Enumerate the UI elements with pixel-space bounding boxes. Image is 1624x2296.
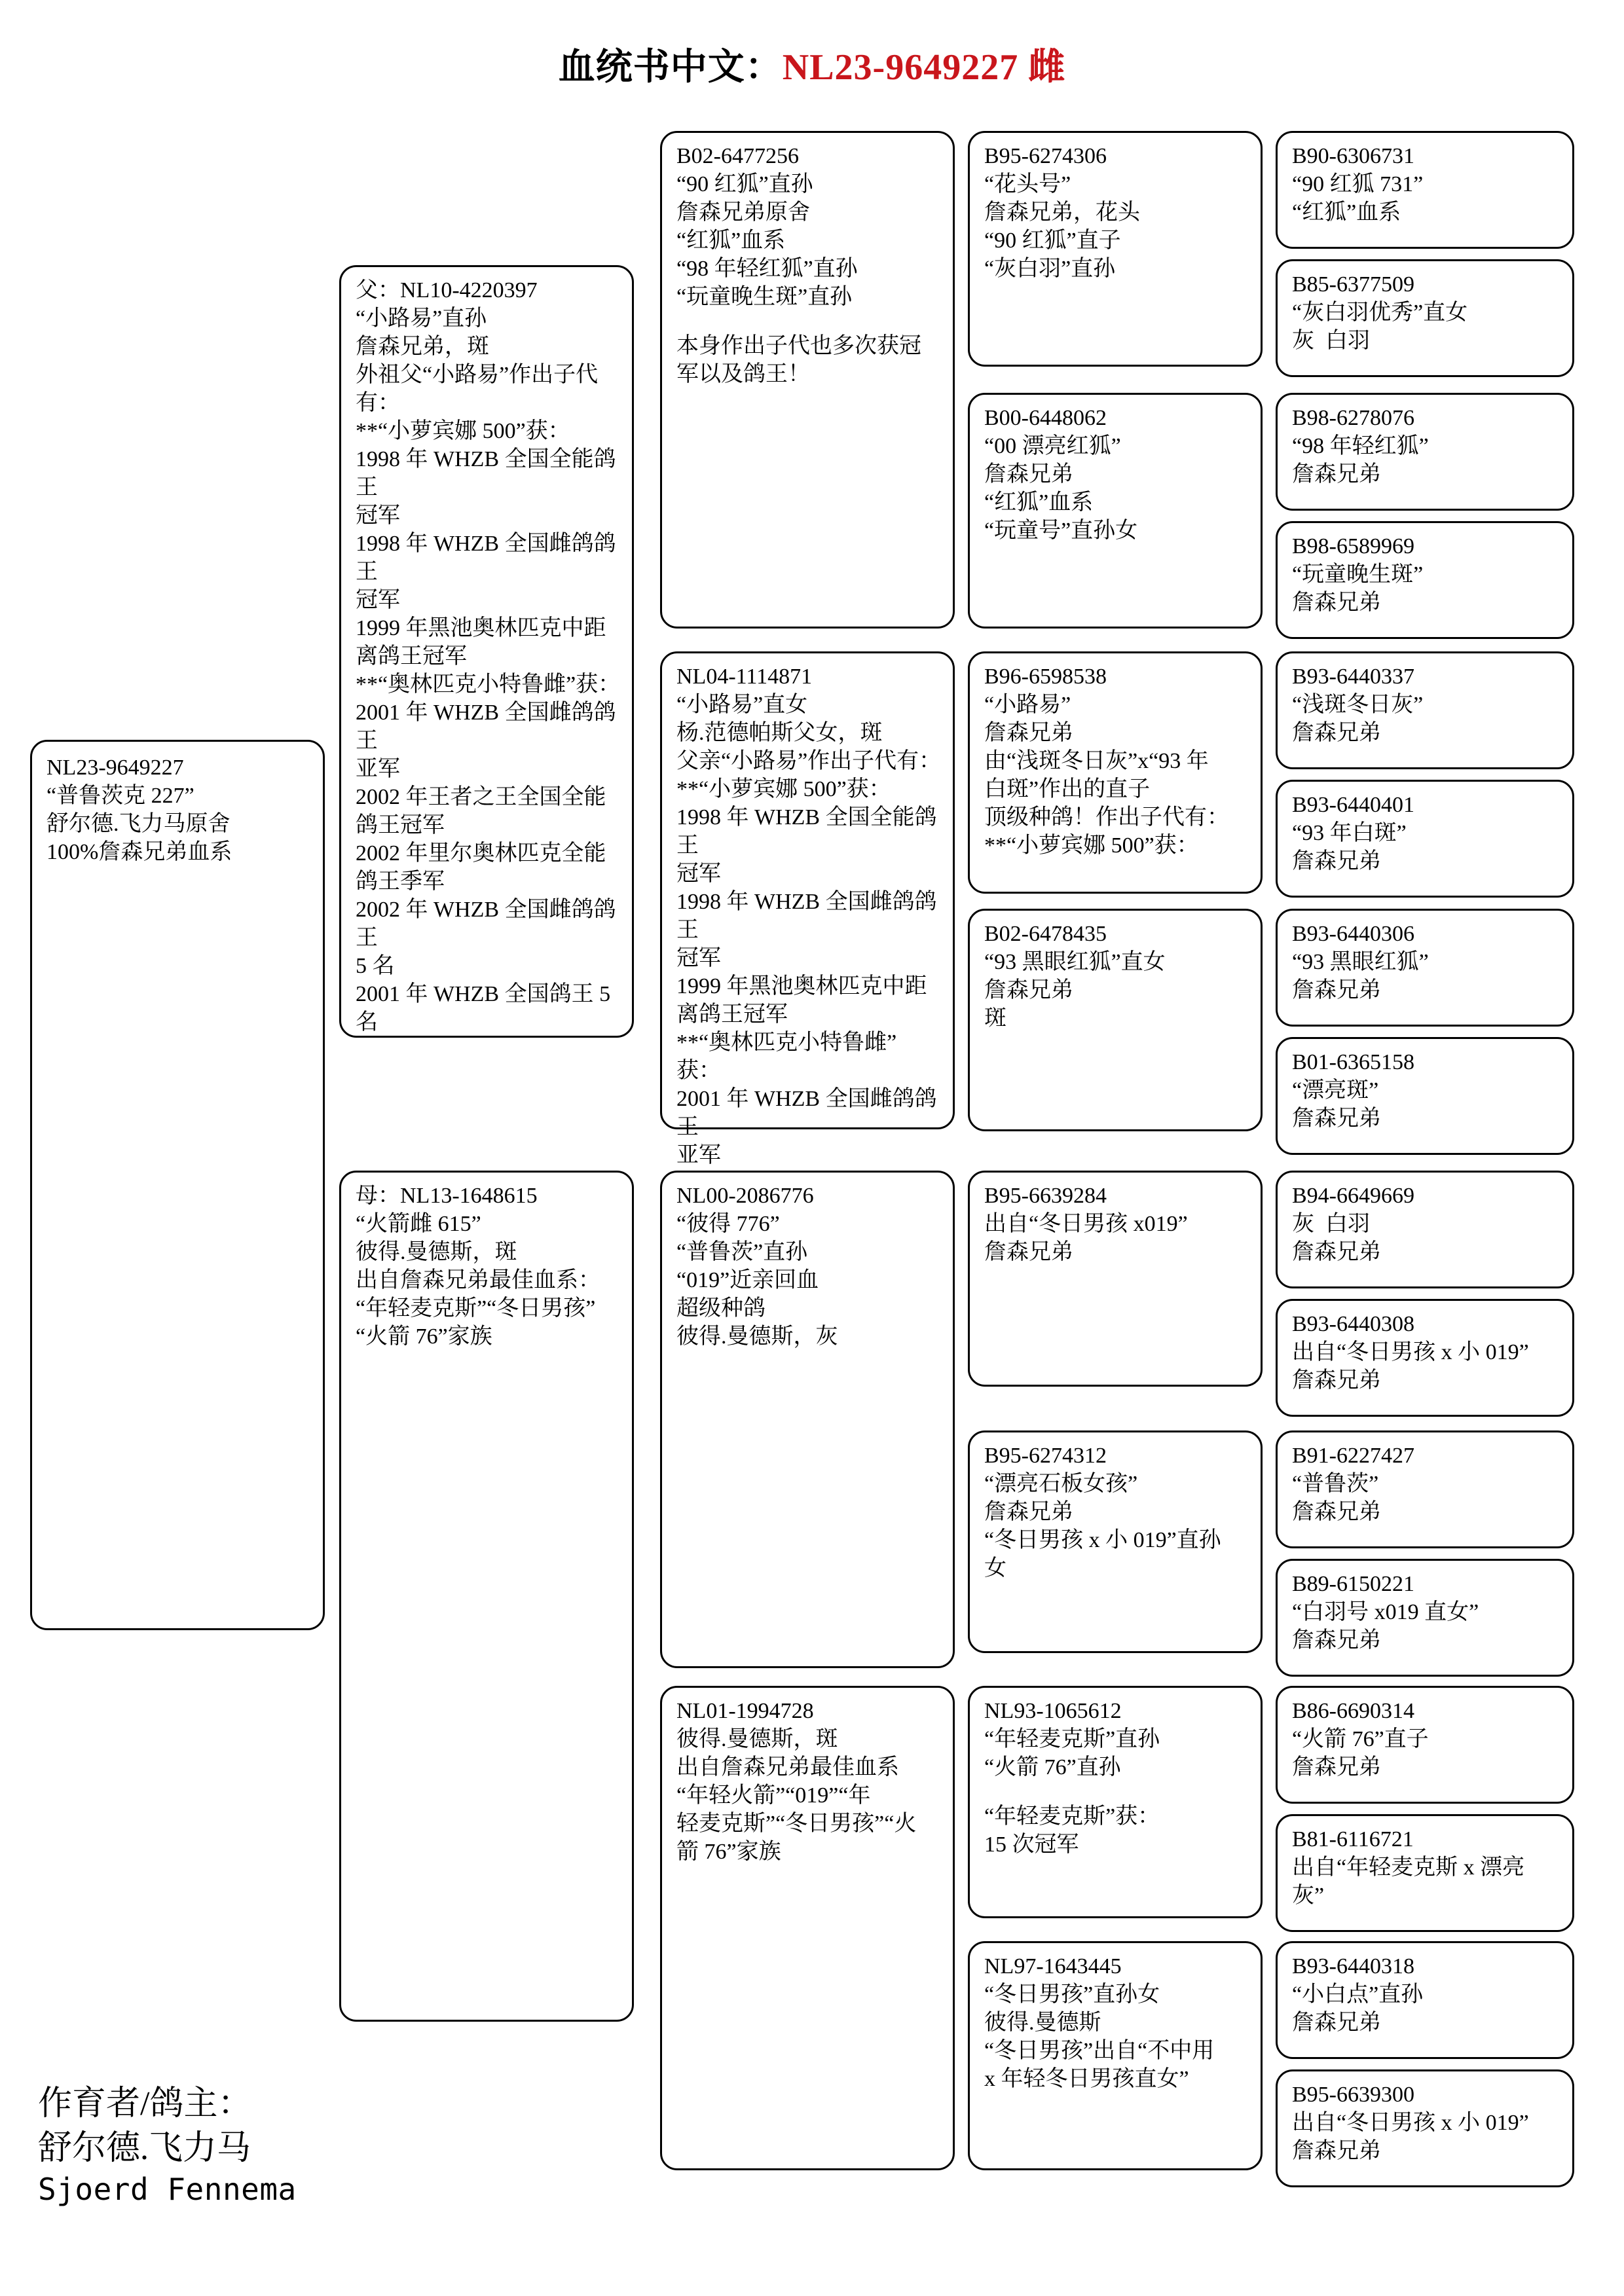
detail-line: “花头号” xyxy=(984,172,1071,196)
pedigree-box-gg14[interactable] xyxy=(1276,1814,1574,1932)
detail-line: 离鸽王冠军 xyxy=(676,1002,788,1027)
detail-line: 本身作出子代也多次获冠 xyxy=(676,334,921,359)
detail-line: “火箭 76”家族 xyxy=(356,1324,492,1349)
detail-line: “年轻麦克斯”获： xyxy=(984,1804,1160,1829)
detail-line: “普鲁茨克 227” xyxy=(46,784,194,808)
ring-number: B96-6598538 xyxy=(984,665,1107,689)
ring-number: B95-6274312 xyxy=(984,1444,1107,1468)
detail-spacer xyxy=(984,1781,1250,1802)
detail-line: 詹森兄弟原舍 xyxy=(676,200,810,225)
ring-number: 母：NL13-1648615 xyxy=(356,1184,538,1208)
detail-spacer xyxy=(676,311,942,332)
detail-line: 詹森兄弟 xyxy=(984,721,1073,745)
detail-line: 彼得.曼德斯，斑 xyxy=(356,1240,517,1264)
detail-line: 鸽王冠军 xyxy=(356,813,445,837)
detail-line: 詹森兄弟 xyxy=(1292,978,1381,1002)
detail-line: “玩童号”直孙女 xyxy=(984,519,1138,543)
detail-line: 1999 年黑池奥林匹克中距 xyxy=(676,974,927,998)
ring-number: B93-6440401 xyxy=(1292,793,1414,817)
detail-line: 出自“年轻麦克斯 x 漂亮 xyxy=(1292,1855,1525,1880)
detail-line: 詹森兄弟 xyxy=(984,462,1073,486)
pedigree-box-g6[interactable] xyxy=(968,1430,1263,1653)
ring-number: B98-6278076 xyxy=(1292,406,1414,430)
pedigree-box-gg3[interactable] xyxy=(1276,393,1574,511)
detail-line: “小路易” xyxy=(984,693,1071,717)
ring-number: B02-6477256 xyxy=(676,144,799,168)
detail-line: 詹森兄弟 xyxy=(984,1500,1073,1524)
detail-line: 詹森兄弟 xyxy=(1292,849,1381,873)
detail-line: 军以及鸽王！ xyxy=(676,362,810,387)
detail-line: “红狐”血系 xyxy=(984,490,1094,515)
detail-line: 有： xyxy=(356,391,400,415)
ring-number: B89-6150221 xyxy=(1292,1572,1414,1596)
pedigree-box-sire-dam[interactable] xyxy=(660,651,955,1167)
detail-line: 出自“冬日男孩 x 小 019” xyxy=(1292,1340,1529,1364)
detail-line: 1998 年 WHZB 全国雌鸽鸽王 xyxy=(676,890,937,942)
pedigree-box-subject[interactable] xyxy=(30,740,325,1630)
detail-line: 鸽王季军 xyxy=(356,869,445,894)
detail-line: 詹森兄弟 xyxy=(1292,1755,1381,1779)
detail-line: “93 黑眼红狐” xyxy=(1292,950,1429,974)
detail-line: 亚军 xyxy=(676,1143,721,1167)
pedigree-box-gg11[interactable] xyxy=(1276,1430,1574,1548)
ring-number: NL23-9649227 xyxy=(46,756,184,780)
detail-line: “年轻麦克斯”直孙 xyxy=(984,1727,1160,1751)
detail-line: “00 漂亮红狐” xyxy=(984,434,1121,458)
detail-line: 冠军 xyxy=(356,588,400,612)
detail-line: “灰白羽”直孙 xyxy=(984,257,1116,281)
pedigree-box-gg8[interactable] xyxy=(1276,1037,1574,1155)
detail-line: “火箭雌 615” xyxy=(356,1212,481,1236)
ring-number: 父：NL10-4220397 xyxy=(356,278,538,302)
detail-line: 外祖父“小路易”作出子代 xyxy=(356,363,599,387)
pedigree-box-gg16[interactable] xyxy=(1276,2069,1574,2187)
detail-line: 2002 年王者之王全国全能 xyxy=(356,785,606,809)
detail-line: 顶级种鸽！作出子代有： xyxy=(984,805,1229,829)
ring-number: B81-6116721 xyxy=(1292,1827,1414,1851)
detail-line: 5 名 xyxy=(356,954,395,978)
detail-line: “灰白羽优秀”直女 xyxy=(1292,301,1468,325)
ring-number: B00-6448062 xyxy=(984,406,1107,430)
pedigree-box-g4[interactable] xyxy=(968,909,1263,1131)
detail-line: 斑 xyxy=(984,1006,1006,1030)
ring-number: B86-6690314 xyxy=(1292,1699,1414,1723)
detail-line: 詹森兄弟 xyxy=(984,1240,1073,1264)
detail-line: 詹森兄弟 xyxy=(1292,1628,1381,1652)
ring-number: B02-6478435 xyxy=(984,922,1107,946)
detail-line: 出自詹森兄弟最佳血系 xyxy=(676,1755,899,1779)
pedigree-box-dam-dam[interactable] xyxy=(660,1686,955,2170)
detail-line: 亚军 xyxy=(356,757,400,781)
pedigree-box-gg2[interactable] xyxy=(1276,259,1574,377)
detail-line: 出自“冬日男孩 x019” xyxy=(984,1212,1188,1236)
ring-number: B98-6589969 xyxy=(1292,534,1414,558)
detail-line: 100%詹森兄弟血系 xyxy=(46,840,232,864)
pedigree-box-gg7[interactable] xyxy=(1276,909,1574,1027)
detail-line: “小路易”直孙 xyxy=(356,306,487,331)
detail-line: x 年轻冬日男孩直女” xyxy=(984,2067,1189,2091)
ring-number: NL93-1065612 xyxy=(984,1699,1122,1723)
detail-line: 2001 年 WHZB 全国雌鸽鸽王 xyxy=(676,1087,937,1139)
detail-line: “普鲁茨”直孙 xyxy=(676,1240,808,1264)
detail-line: 1999 年黑池奥林匹克中距 xyxy=(356,616,606,640)
ring-number: B90-6306731 xyxy=(1292,144,1414,168)
pedigree-box-gg4[interactable] xyxy=(1276,521,1574,639)
detail-line: 詹森兄弟 xyxy=(1292,462,1381,486)
detail-line: 2001 年 WHZB 全国雌鸽鸽王 xyxy=(356,701,616,753)
detail-line: 冠军 xyxy=(676,946,721,970)
pedigree-box-sire[interactable] xyxy=(339,265,634,1038)
pedigree-box-g1[interactable] xyxy=(968,131,1263,367)
pedigree-box-gg9[interactable] xyxy=(1276,1171,1574,1288)
pedigree-box-g7[interactable] xyxy=(968,1686,1263,1918)
ring-number: B01-6365158 xyxy=(1292,1050,1414,1074)
detail-line: 冠军 xyxy=(676,862,721,886)
detail-line: “白羽号 x019 直女” xyxy=(1292,1600,1479,1624)
ring-number: NL04-1114871 xyxy=(676,665,813,689)
detail-line: 1998 年 WHZB 全国全能鸽王 xyxy=(676,805,937,858)
detail-line: 2002 年里尔奥林匹克全能 xyxy=(356,841,606,866)
detail-line: “火箭 76”直孙 xyxy=(984,1755,1121,1779)
ring-number: B95-6274306 xyxy=(984,144,1107,168)
detail-line: 舒尔德.飞力马原舍 xyxy=(46,812,231,836)
detail-line: “年轻麦克斯”“冬日男孩” xyxy=(356,1296,596,1321)
detail-line: “普鲁茨” xyxy=(1292,1472,1379,1496)
breeder-name-cn: 舒尔德.飞力马 xyxy=(38,2129,251,2167)
breeder-name-latin: Sjoerd Fennema xyxy=(38,2172,297,2208)
detail-line: 詹森兄弟 xyxy=(1292,1240,1381,1264)
detail-line: **“小萝宾娜 500”获： xyxy=(356,419,570,443)
detail-line: 2001 年 WHZB 全国鸽王 5 名 xyxy=(356,982,616,1034)
pedigree-box-gg5[interactable] xyxy=(1276,651,1574,769)
ring-number: B93-6440337 xyxy=(1292,665,1414,689)
detail-line: “冬日男孩”出自“不中用 xyxy=(984,2039,1215,2063)
page-title-prefix: 血统书中文： xyxy=(558,47,783,88)
detail-line: “93 年白斑” xyxy=(1292,821,1407,845)
detail-line: 彼得.曼德斯 xyxy=(984,2011,1101,2035)
detail-line: “90 红狐 731” xyxy=(1292,172,1424,196)
detail-line: **“奥林匹克小特鲁雌” xyxy=(676,1030,897,1055)
detail-line: “玩童晚生斑”直孙 xyxy=(676,285,853,309)
page-title xyxy=(0,38,1624,90)
detail-line: 詹森兄弟 xyxy=(1292,591,1381,615)
detail-line: “98 年轻红狐”直孙 xyxy=(676,257,858,281)
pedigree-box-gg10[interactable] xyxy=(1276,1299,1574,1417)
pedigree-box-g5[interactable] xyxy=(968,1171,1263,1387)
pedigree-box-dam-sire[interactable] xyxy=(660,1171,955,1668)
detail-line: “彼得 776” xyxy=(676,1212,780,1236)
detail-line: “漂亮斑” xyxy=(1292,1078,1379,1102)
pedigree-box-g8[interactable] xyxy=(968,1941,1263,2170)
ring-number: B94-6649669 xyxy=(1292,1184,1414,1208)
detail-line: 冠军 xyxy=(356,503,400,528)
ring-number: B93-6440318 xyxy=(1292,1954,1414,1978)
detail-line: 1998 年 WHZB 全国全能鸽王 xyxy=(356,447,616,500)
detail-line: 超级种鸽 xyxy=(676,1296,766,1321)
detail-line: **“奥林匹克小特鲁雌”获： xyxy=(356,672,621,697)
detail-line: 父亲“小路易”作出子代有： xyxy=(676,749,942,773)
detail-line: 2002 年 WHZB 全国雌鸽鸽王 xyxy=(356,898,616,950)
detail-line: “冬日男孩”直孙女 xyxy=(984,1982,1160,2007)
breeder-label: 作育者/鸽主： xyxy=(38,2085,252,2123)
detail-line: 1998 年 WHZB 全国雌鸽鸽王 xyxy=(356,532,616,584)
ring-number: B93-6440306 xyxy=(1292,922,1414,946)
pedigree-box-gg6[interactable] xyxy=(1276,780,1574,898)
detail-line: 由“浅斑冬日灰”x“93 年 xyxy=(984,749,1209,773)
detail-line: 詹森兄弟，斑 xyxy=(356,335,489,359)
detail-line: 杨.范德帕斯父女，斑 xyxy=(676,721,883,745)
detail-line: “98 年轻红狐” xyxy=(1292,434,1429,458)
detail-line: “冬日男孩 x 小 019”直孙 xyxy=(984,1528,1221,1552)
pedigree-box-dam[interactable] xyxy=(339,1171,634,2022)
detail-line: “红狐”血系 xyxy=(676,228,786,253)
detail-line: **“小萝宾娜 500”获： xyxy=(676,777,891,801)
detail-line: **“小萝宾娜 500”获： xyxy=(984,833,1199,858)
detail-line: 灰 白羽 xyxy=(1292,329,1370,353)
detail-line: “玩童晚生斑” xyxy=(1292,562,1424,587)
detail-line: 詹森兄弟 xyxy=(1292,2139,1381,2163)
pedigree-box-sire-sire[interactable] xyxy=(660,131,955,629)
detail-line: 灰 白羽 xyxy=(1292,1212,1370,1236)
pedigree-box-gg12[interactable] xyxy=(1276,1559,1574,1677)
detail-line: “红狐”血系 xyxy=(1292,200,1401,225)
detail-line: 白斑”作出的直子 xyxy=(984,777,1151,801)
detail-line: 詹森兄弟 xyxy=(1292,721,1381,745)
detail-line: 出自“冬日男孩 x 小 019” xyxy=(1292,2111,1529,2135)
detail-line: “漂亮石板女孩” xyxy=(984,1472,1138,1496)
ring-number: NL01-1994728 xyxy=(676,1699,814,1723)
pedigree-box-gg15[interactable] xyxy=(1276,1941,1574,2059)
ring-number: B91-6227427 xyxy=(1292,1444,1414,1468)
pedigree-box-gg1[interactable] xyxy=(1276,131,1574,249)
detail-line: 女 xyxy=(984,1556,1006,1580)
detail-line: 获： xyxy=(676,1059,721,1083)
detail-line: 詹森兄弟 xyxy=(984,978,1073,1002)
ring-number: B93-6440308 xyxy=(1292,1312,1414,1336)
detail-line: 箭 76”家族 xyxy=(676,1840,781,1864)
detail-line: “火箭 76”直子 xyxy=(1292,1727,1429,1751)
ring-number: NL00-2086776 xyxy=(676,1184,814,1208)
detail-line: “019”近亲回血 xyxy=(676,1268,819,1292)
detail-line: “93 黑眼红狐”直女 xyxy=(984,950,1166,974)
detail-line: 詹森兄弟 xyxy=(1292,2011,1381,2035)
page-title-ring-number: NL23-9649227 雌 xyxy=(782,47,1066,88)
detail-line: 詹森兄弟，花头 xyxy=(984,200,1140,225)
pedigree-box-g2[interactable] xyxy=(968,393,1263,629)
detail-line: “90 红狐”直子 xyxy=(984,228,1121,253)
detail-line: “浅斑冬日灰” xyxy=(1292,693,1424,717)
detail-line: “小白点”直孙 xyxy=(1292,1982,1424,2007)
ring-number: B85-6377509 xyxy=(1292,272,1414,297)
ring-number: NL97-1643445 xyxy=(984,1954,1122,1978)
detail-line: 15 次冠军 xyxy=(984,1832,1079,1857)
detail-line: 出自詹森兄弟最佳血系： xyxy=(356,1268,600,1292)
breeder-block xyxy=(38,2082,627,2210)
detail-line: 轻麦克斯”“冬日男孩”“火 xyxy=(676,1812,917,1836)
detail-line: 詹森兄弟 xyxy=(1292,1368,1381,1393)
detail-line: 詹森兄弟 xyxy=(1292,1106,1381,1131)
detail-line: 彼得.曼德斯，斑 xyxy=(676,1727,838,1751)
detail-line: “年轻火箭”“019”“年 xyxy=(676,1783,871,1808)
detail-line: 彼得.曼德斯，灰 xyxy=(676,1324,838,1349)
pedigree-box-g3[interactable] xyxy=(968,651,1263,894)
detail-line: 灰” xyxy=(1292,1884,1325,1908)
pedigree-box-gg13[interactable] xyxy=(1276,1686,1574,1804)
detail-line: “小路易”直女 xyxy=(676,693,808,717)
detail-line: 詹森兄弟 xyxy=(1292,1500,1381,1524)
ring-number: B95-6639300 xyxy=(1292,2083,1414,2107)
detail-line: 离鸽王冠军 xyxy=(356,644,467,668)
detail-line: “90 红狐”直孙 xyxy=(676,172,813,196)
ring-number: B95-6639284 xyxy=(984,1184,1107,1208)
